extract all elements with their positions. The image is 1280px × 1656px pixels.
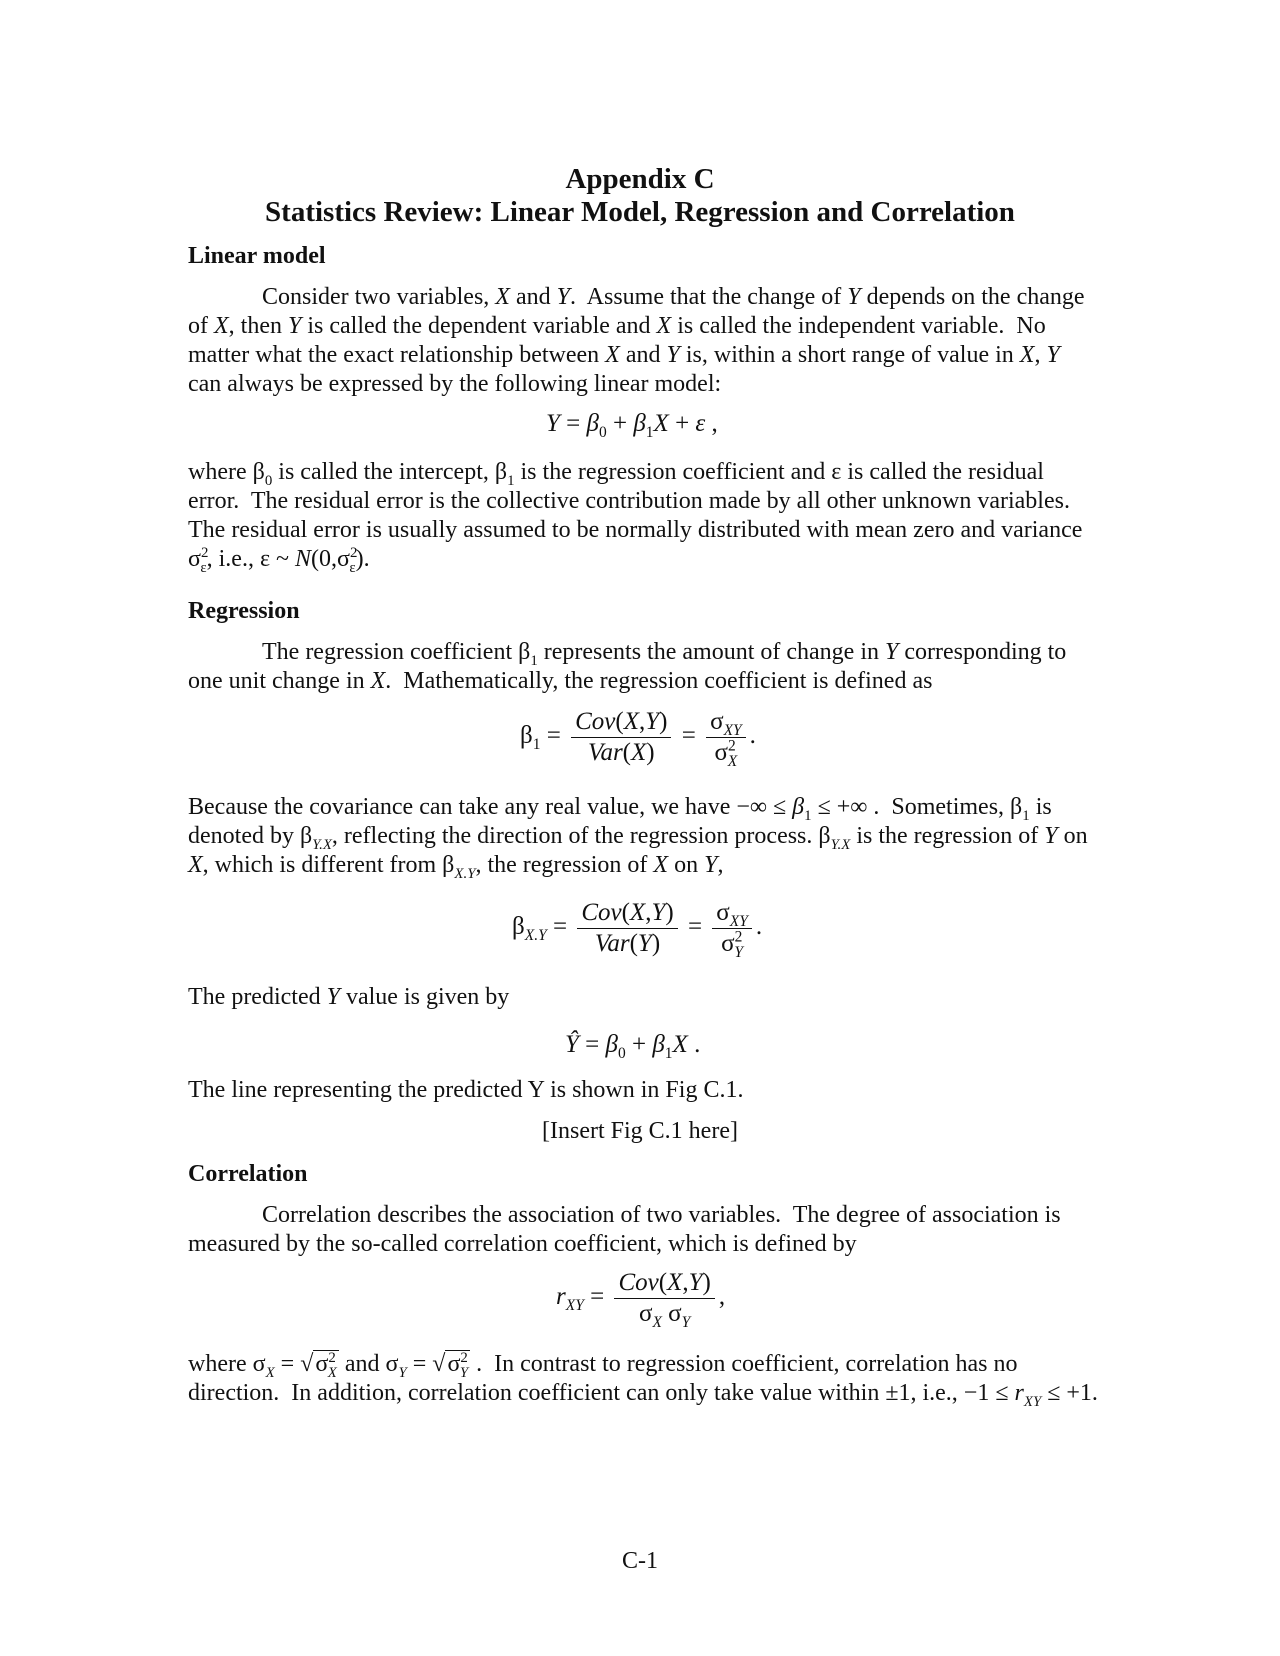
regression-x-on-y-equation: $\beta_{X.Y}$ = $\frac{\text{Cov(X,Y)}}{\text{Var(Y)}}$ = $\frac{\sigma_{XY}}{\sigma^2_Y}$ . — [512, 899, 763, 961]
page-number: C-1 — [622, 1548, 658, 1574]
figure-placeholder: [Insert Fig C.1 here] — [542, 1118, 738, 1144]
regression-paragraph-3: The predicted Y value is given by — [188, 984, 510, 1010]
predicted-y-equation: Ŷ = $\beta_0 + \beta_1X$ . — [565, 1031, 701, 1062]
regression-paragraph-4: The line representing the predicted Y is shown in Fig C.1. — [188, 1077, 744, 1103]
correlation-paragraph-2: where $\sigma_X = √\sigma^2_X$ and $\sigma_Y = √\sigma^2_Y$ . In contrast to regression coefficient, correlation has no direction. In addition, correlation coefficient can only take value within ±1, i.e., $-1 \le r_{XY} \le +1$. — [188, 1350, 1098, 1410]
page-title: Appendix C — [565, 163, 715, 195]
linear-model-paragraph-2: where $\beta_0$ is called the intercept, $\beta_1$ is the regression coefficient and ε is called the residual error. The residual error is the collective contribution made by all other unknown variables. The residual error is usually assumed to be normally distributed with mean zero and variance $\sigma^2_\varepsilon$, i.e., ε ~ $N(0,\sigma^2_\varepsilon)$. — [188, 459, 1083, 576]
regression-coefficient-equation: $\beta_1$ = $\frac{\text{Cov(X,Y)}}{\text{Var(X)}}$ = $\frac{\sigma_{XY}}{\sigma^2_X}$ . — [520, 708, 756, 770]
heading-linear-model: Linear model — [188, 243, 326, 269]
regression-paragraph-2: Because the covariance can take any real value, we have −∞ ≤ $\beta_1$ ≤ +∞ . Sometimes, $\beta_1$ is denoted by $\beta_{Y.X}$, reflecting the direction of the regression process. $\beta_{Y.X}$ is the regression of Y on X, which is different from $\beta_{X.Y}$, the regression of X on Y, — [188, 794, 1088, 882]
heading-regression: Regression — [188, 598, 300, 624]
linear-model-paragraph-1: Consider two variables, X and Y. Assume that the change of Y depends on the change of X, then Y is called the dependent variable and X is called the independent variable. No matter what the exact relationship between X and Y is, within a short range of value in X, Y can always be expressed by the following linear model: — [188, 284, 1085, 397]
page-subtitle: Statistics Review: Linear Model, Regression and Correlation — [265, 196, 1015, 228]
correlation-paragraph-1: Correlation describes the association of two variables. The degree of association is measured by the so-called correlation coefficient, which is defined by — [188, 1202, 1061, 1257]
heading-correlation: Correlation — [188, 1161, 308, 1187]
correlation-coefficient-equation: $r_{XY}$ = $\frac{\text{Cov(X,Y)}}{\sigma_X \sigma_Y}$ , — [556, 1269, 726, 1331]
regression-paragraph-1: The regression coefficient $\beta_1$ represents the amount of change in Y corresponding to one unit change in X. Mathematically, the regression coefficient is defined as — [188, 639, 1067, 694]
linear-model-equation: $Y = \beta_0 + \beta_1X + \varepsilon$ , — [546, 410, 718, 441]
